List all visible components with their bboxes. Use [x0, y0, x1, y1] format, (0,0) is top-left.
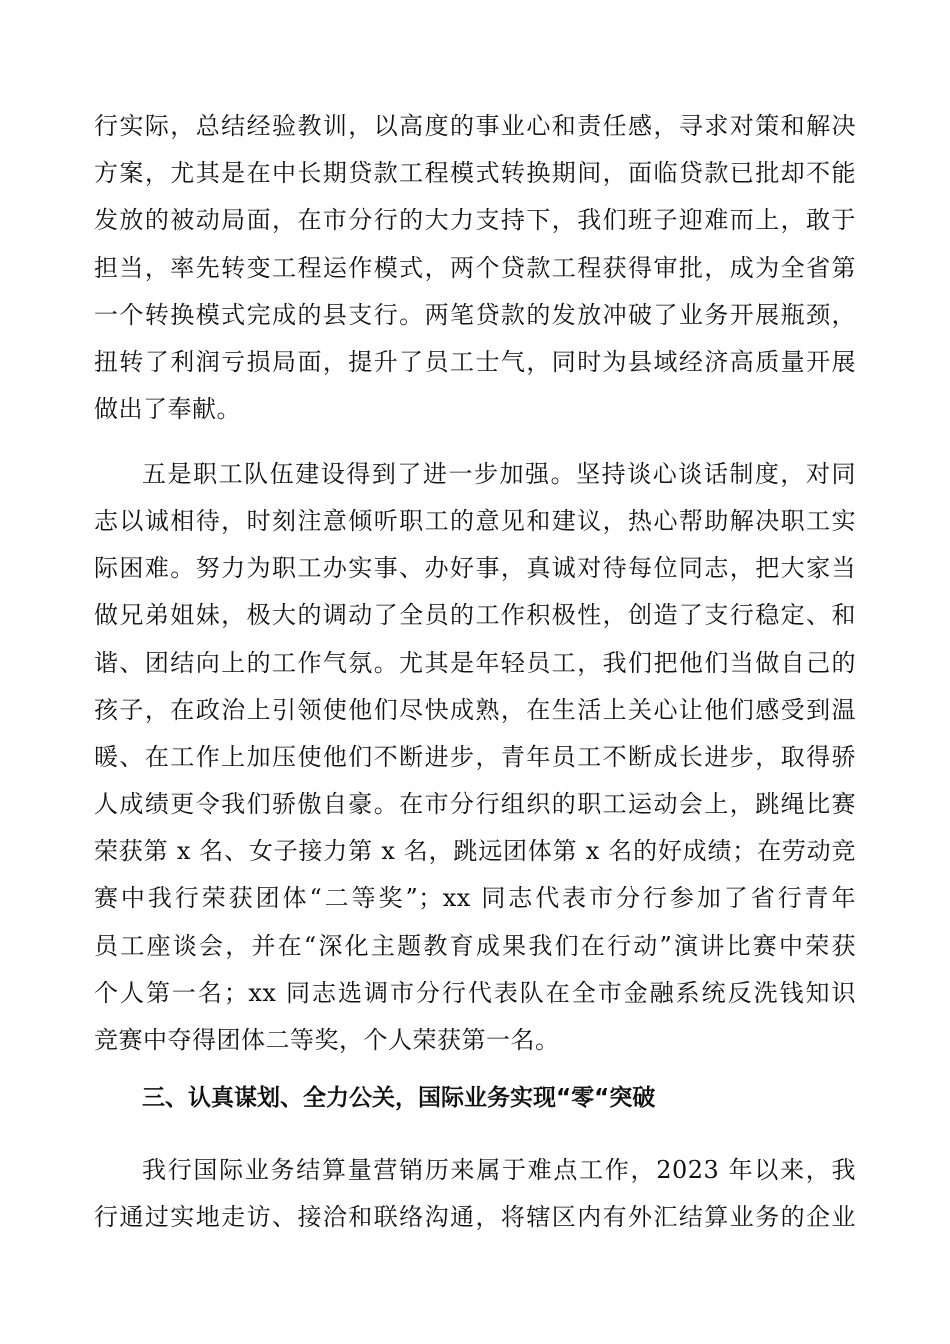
paragraph-2-line-7: 暖、在工作上加压使他们不断进步，青年员工不断成长进步，取得骄: [94, 743, 856, 771]
paragraph-1-line-7: 做出了奉献。: [94, 395, 241, 423]
paragraph-2-line-6: 孩子，在政治上引领使他们尽快成熟，在生活上关心让他们感受到温: [94, 696, 856, 724]
paragraph-1-line-1: 行实际，总结经验教训，以高度的事业心和责任感，寻求对策和解决: [94, 112, 856, 140]
paragraph-3-line-1: 我行国际业务结算量营销历来属于难点工作，2023 年以来，我: [142, 1156, 856, 1184]
paragraph-2-line-12: 个人第一名；xx 同志选调市分行代表队在全市金融系统反洗钱知识: [94, 979, 856, 1007]
paragraph-2-line-2: 志以诚相待，时刻注意倾听职工的意见和建议，热心帮助解决职工实: [94, 507, 856, 535]
paragraph-2-line-5: 谐、团结向上的工作气氛。尤其是年轻员工，我们把他们当做自己的: [94, 649, 856, 677]
paragraph-3-line-2: 行通过实地走访、接洽和联络沟通，将辖区内有外汇结算业务的企业: [94, 1203, 856, 1231]
paragraph-1-line-6: 扭转了利润亏损局面，提升了员工士气，同时为县域经济高质量开展: [94, 348, 856, 376]
paragraph-2-line-13: 竞赛中夺得团体二等奖，个人荣获第一名。: [94, 1026, 560, 1054]
paragraph-2-line-1: 五是职工队伍建设得到了进一步加强。坚持谈心谈话制度，对同: [142, 460, 856, 488]
paragraph-1-line-2: 方案，尤其是在中长期贷款工程模式转换期间，面临贷款已批却不能: [94, 159, 856, 187]
paragraph-2-line-9: 荣获第 x 名、女子接力第 x 名，跳远团体第 x 名的好成绩；在劳动竞: [94, 837, 856, 865]
paragraph-2-line-4: 做兄弟姐妹，极大的调动了全员的工作积极性，创造了支行稳定、和: [94, 601, 856, 629]
paragraph-1-line-4: 担当，率先转变工程运作模式，两个贷款工程获得审批，成为全省第: [94, 254, 856, 282]
paragraph-2-line-11: 员工座谈会，并在“深化主题教育成果我们在行动”演讲比赛中荣获: [94, 932, 856, 960]
paragraph-2-line-10: 赛中我行荣获团体“二等奖”；xx 同志代表市分行参加了省行青年: [94, 884, 856, 912]
paragraph-1-line-3: 发放的被动局面，在市分行的大力支持下，我们班子迎难而上，敢于: [94, 206, 856, 234]
paragraph-2-line-3: 际困难。努力为职工办实事、办好事，真诚对待每位同志，把大家当: [94, 554, 856, 582]
paragraph-1-line-5: 一个转换模式完成的县支行。两笔贷款的发放冲破了业务开展瓶颈，: [94, 301, 856, 329]
section-heading: 三、认真谋划、全力公关，国际业务实现“零“突破: [142, 1085, 656, 1111]
paragraph-2-line-8: 人成绩更令我们骄傲自豪。在市分行组织的职工运动会上，跳绳比赛: [94, 790, 856, 818]
